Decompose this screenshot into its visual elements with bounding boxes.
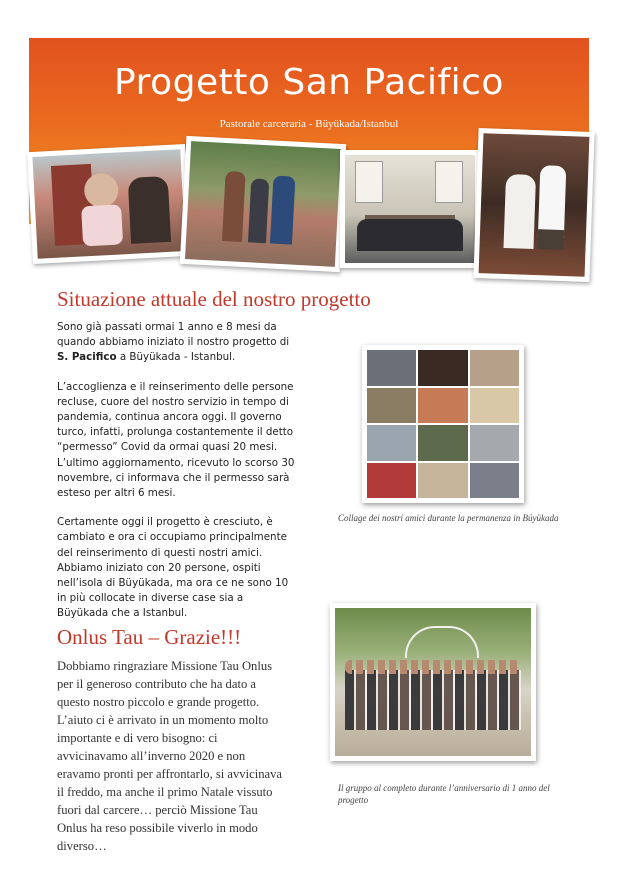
section2-body: Dobbiamo ringraziare Missione Tau Onlus per il generoso contributo che ha dato a questo nostro piccolo e grande progetto. L’aiuto ci è arrivato in un momento molto importante e di vero bisogno: ci avvicinavamo all’inverno 2020 e non eravamo pronti per affrontarlo, si avvicinava il freddo, ma anche il primo Natale vissuto fuori dal carcere… perciò Missione Tau Onlus ha reso possibile viverlo in modo diverso…	[57, 659, 282, 853]
section1-paragraph-4: Abbiamo iniziato con 20 persone, ospiti nell’isola di Büyükada, ma ora ce ne sono 10 in più collocate in diverse case sia a Büyükada che a Istanbul.	[57, 561, 289, 620]
section1-paragraph-1: Sono già passati ormai 1 anno e 8 mesi da quando abbiamo iniziato il nostro progetto di S. Pacifico a Büyükada - Istanbul.	[57, 321, 290, 364]
section1-paragraph-2: L’accoglienza e il reinserimento delle persone recluse, cuore del nostro servizio in tempo di pandemia, continua ancora oggi. Il governo turco, infatti, prolunga costantemente il detto “permesso” Covid da ormai quasi 20 mesi. L’ultimo aggiornamento, ricevuto lo scorso 30 novembre, ci informava che il permesso sarà esteso per altri 6 mesi.	[57, 380, 295, 500]
header-photo-group-garden	[180, 136, 346, 272]
collage-caption: Collage dei nostri amici durante la permanenza in Büyükada	[338, 513, 559, 523]
page-subtitle: Pastorale carceraria - Büyükada/Istanbul	[219, 118, 399, 130]
section1-paragraph-3: Certamente oggi il progetto è cresciuto, è cambiato e ora ci occupiamo principalmente del reinserimento di questi nostri amici.	[57, 516, 287, 559]
header-photo-nuns	[473, 128, 594, 282]
section2-heading: Onlus Tau – Grazie!!!	[57, 625, 242, 649]
section1-heading: Situazione attuale del nostro progetto	[57, 287, 371, 311]
group-photo	[330, 603, 536, 761]
header-photo-child	[27, 144, 191, 264]
section1-body	[57, 320, 297, 622]
group-caption: Il gruppo al completo durante l’anniversario di 1 anno del progetto	[338, 783, 550, 805]
project-name: S. Pacifico	[57, 351, 117, 364]
collage-photo	[362, 345, 524, 503]
page-title: Progetto San Pacifico	[114, 62, 504, 103]
header-photo-meeting	[340, 150, 480, 268]
